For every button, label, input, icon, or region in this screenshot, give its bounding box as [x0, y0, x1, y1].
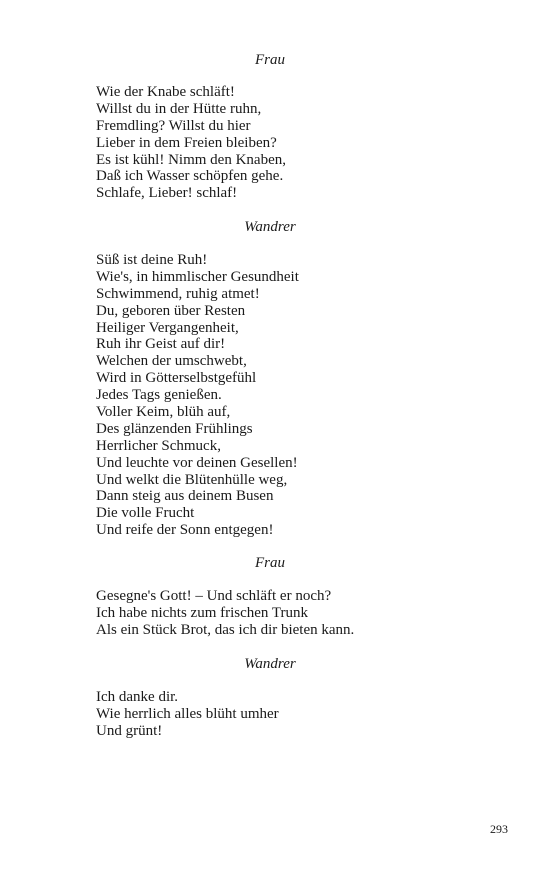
verse-line: Die volle Frucht	[96, 505, 195, 522]
verse-line: Voller Keim, blüh auf,	[96, 404, 231, 421]
speaker-heading: Wandrer	[244, 656, 296, 672]
verse-line: Dann steig aus deinem Busen	[96, 488, 274, 505]
verse-line: Jedes Tags genießen.	[96, 387, 222, 404]
speaker-heading: Wandrer	[244, 219, 296, 235]
verse-stanza	[96, 252, 299, 539]
verse-line: Fremdling? Willst du hier	[96, 117, 251, 134]
verse-line: Wird in Götterselbstgefühl	[96, 370, 257, 387]
verse-line: Ruh ihr Geist auf dir!	[96, 336, 226, 353]
verse-line: Wie's, in himmlischer Gesundheit	[96, 268, 299, 285]
verse-stanza	[96, 84, 286, 202]
verse-line: Und reife der Sonn entgegen!	[96, 522, 274, 539]
verse-line: Gesegne's Gott! – Und schläft er noch?	[96, 588, 332, 604]
verse-line: Des glänzenden Frühlings	[96, 420, 253, 437]
verse-line: Willst du in der Hütte ruhn,	[96, 100, 262, 117]
verse-line: Ich danke dir.	[96, 689, 179, 705]
verse-line: Du, geboren über Resten	[96, 302, 246, 319]
verse-line: Als ein Stück Brot, das ich dir bieten kann.	[96, 621, 355, 638]
verse-stanza	[96, 588, 354, 639]
verse-line: Heiliger Vergangenheit,	[96, 319, 239, 336]
verse-line: Es ist kühl! Nimm den Knaben,	[96, 151, 286, 168]
verse-line: Schlafe, Lieber! schlaf!	[96, 185, 238, 202]
verse-line: Und leuchte vor deinen Gesellen!	[96, 454, 298, 471]
verse-line: Daß ich Wasser schöpfen gehe.	[96, 168, 284, 185]
verse-line: Wie der Knabe schläft!	[96, 84, 235, 100]
verse-line: Herrlicher Schmuck,	[96, 437, 221, 454]
verse-line: Ich habe nichts zum frischen Trunk	[96, 604, 309, 621]
speaker-heading: Frau	[255, 555, 285, 571]
verse-line: Schwimmend, ruhig atmet!	[96, 285, 260, 302]
page-number: 293	[490, 822, 508, 836]
verse-line: Und grünt!	[96, 722, 163, 739]
verse-stanza	[96, 689, 279, 740]
verse-line: Und welkt die Blütenhülle weg,	[96, 471, 288, 488]
verse-line: Welchen der umschwebt,	[96, 353, 247, 370]
verse-line: Süß ist deine Ruh!	[96, 252, 208, 268]
verse-line: Lieber in dem Freien bleiben?	[96, 134, 277, 151]
speaker-heading: Frau	[255, 52, 285, 68]
verse-line: Wie herrlich alles blüht umher	[96, 705, 279, 722]
